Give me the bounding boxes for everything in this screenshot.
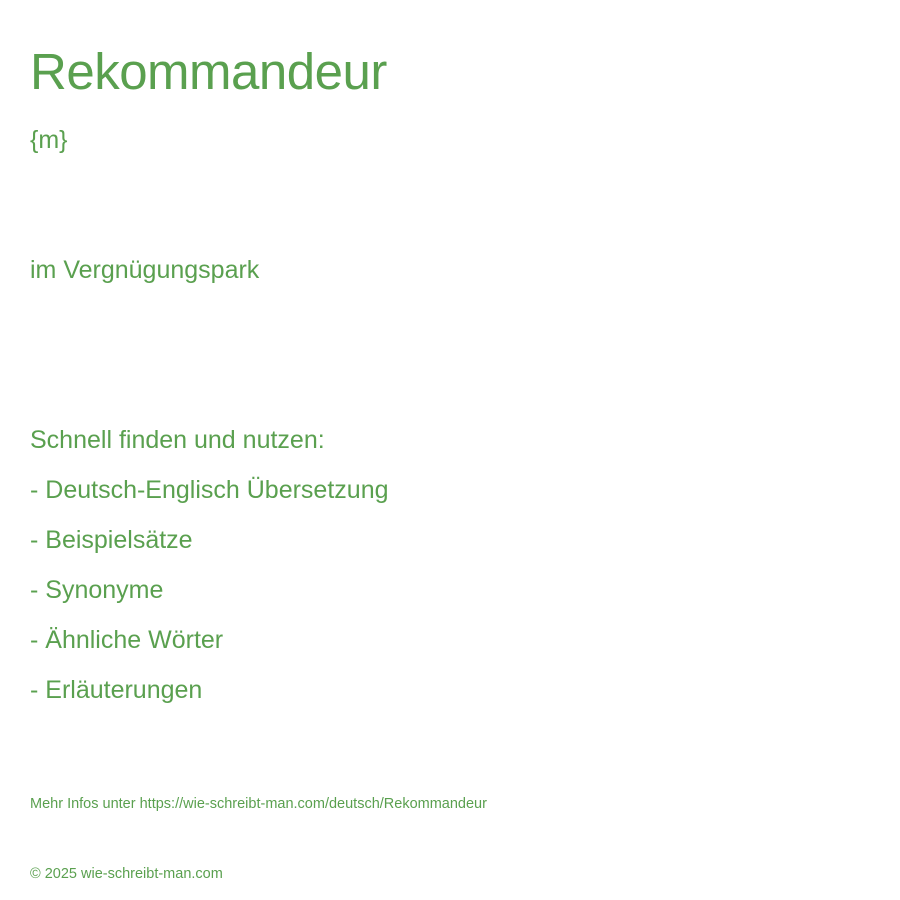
feature-item-synonyms: - Synonyme [30, 576, 164, 604]
feature-item-examples: - Beispielsätze [30, 526, 193, 554]
copyright-text: © 2025 wie-schreibt-man.com [30, 866, 223, 882]
feature-item-explanations: - Erläuterungen [30, 676, 203, 704]
features-heading: Schnell finden und nutzen: [30, 426, 325, 454]
page-title: Rekommandeur [30, 43, 387, 100]
usage-context: im Vergnügungspark [30, 256, 260, 284]
features-list [30, 478, 389, 728]
feature-item-similar-words: - Ähnliche Wörter [30, 626, 224, 654]
feature-item-translation: - Deutsch-Englisch Übersetzung [30, 476, 389, 504]
gender-label: {m} [30, 126, 68, 154]
more-info-text: Mehr Infos unter https://wie-schreibt-man.com/deutsch/Rekommandeur [30, 796, 487, 812]
